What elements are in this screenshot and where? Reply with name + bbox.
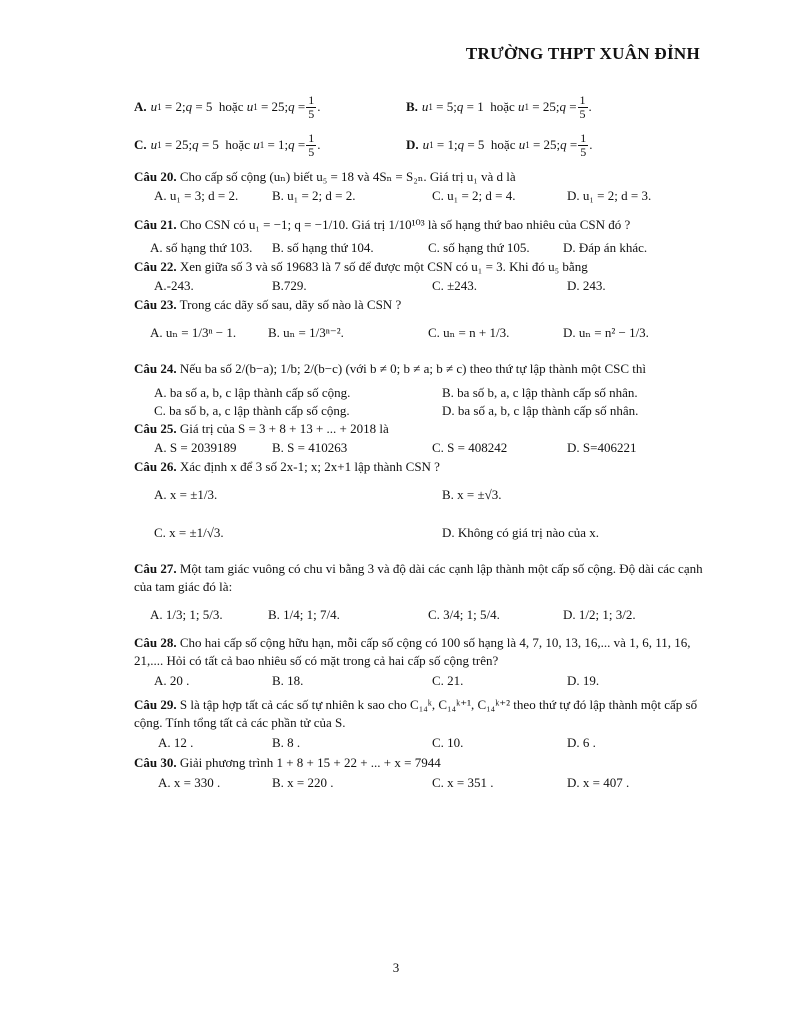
question-28: Câu 28. Cho hai cấp số cộng hữu hạn, mỗi cấp số cộng có 100 số hạng là 4, 7, 10, 13, 16,... và 1, 6, 11, 16, 21,.... Hỏi có tất cả bao nhiêu số có mặt trong cả hai cấp số cộng trên? bbox=[134, 635, 691, 668]
q22-option-c: C. ±243. bbox=[432, 278, 478, 293]
q28-option-d: D. 19. bbox=[567, 673, 600, 688]
q19-option-d: D. u 1 = 1; q = 5 hoặc u 1 = 25; q = $\frac{1}{5}$ . bbox=[406, 130, 593, 159]
q22-option-b: B.729. bbox=[272, 278, 307, 293]
q21-option-a: A. số hạng thứ 103. bbox=[150, 240, 253, 255]
q23-option-b: B. uₙ = 1/3ⁿ⁻². bbox=[268, 325, 344, 340]
q26-option-d: D. Không có giá trị nào của x. bbox=[442, 525, 600, 540]
q26-options-row-2 bbox=[134, 514, 710, 552]
q30-options bbox=[134, 772, 710, 794]
q25-option-d: D. S=406221 bbox=[567, 440, 637, 455]
question-29: Câu 29. S là tập hợp tất cả các số tự nhiên k sao cho C₁₄ᵏ, C₁₄ᵏ⁺¹, C₁₄ᵏ⁺² theo thứ tự đó lập thành một cấp số cộng. Tính tổng tất cả các phần tử của S. bbox=[134, 697, 698, 730]
q26-option-b: B. x = ±√3. bbox=[442, 487, 502, 502]
q29-option-d: D. 6 . bbox=[567, 735, 596, 750]
page-number: 3 bbox=[392, 960, 400, 975]
q23-options bbox=[134, 314, 710, 352]
q27-option-d: D. 1/2; 1; 3/2. bbox=[563, 607, 636, 622]
question-27: Câu 27. Một tam giác vuông có chu vi bằng 3 và độ dài các cạnh lập thành một cấp số cộng. Độ dài các cạnh của tam giác đó là: bbox=[134, 561, 703, 594]
q19-option-c: C. u 1 = 25; q = 5 hoặc u 1 = 1; q = $\frac{1}{5}$ . bbox=[134, 130, 321, 159]
q28-options bbox=[134, 670, 710, 692]
q21-option-c: C. số hạng thứ 105. bbox=[428, 240, 530, 255]
fraction: $\frac{1}{5}$ bbox=[308, 130, 315, 159]
q24-option-c: C. ba số b, a, c lập thành cấp số cộng. bbox=[154, 403, 350, 418]
question-26: Câu 26. Xác định x để 3 số 2x-1; x; 2x+1 lập thành CSN ? bbox=[134, 459, 440, 474]
question-23: Câu 23. Trong các dãy số sau, dãy số nào là CSN ? bbox=[134, 297, 402, 312]
q22-option-d: D. 243. bbox=[567, 278, 606, 293]
q20-options bbox=[134, 186, 710, 206]
question-24: Câu 24. Nếu ba số 2/(b−a); 1/b; 2/(b−c) (với b ≠ 0; b ≠ a; b ≠ c) theo thứ tự lập thành một CSC thì bbox=[134, 361, 646, 376]
q23-option-a: A. uₙ = 1/3ⁿ − 1. bbox=[150, 325, 237, 340]
q26-options-row-1 bbox=[134, 476, 710, 514]
q19-options-row-1 bbox=[134, 88, 710, 126]
q28-option-b: B. 18. bbox=[272, 673, 304, 688]
q21-option-b: B. số hạng thứ 104. bbox=[272, 240, 374, 255]
q30-option-b: B. x = 220 . bbox=[272, 775, 334, 790]
q29-option-a: A. 12 . bbox=[158, 735, 194, 750]
q30-option-d: D. x = 407 . bbox=[567, 775, 630, 790]
q22-options bbox=[134, 276, 710, 296]
q20-option-c: C. u₁ = 2; d = 4. bbox=[432, 188, 516, 203]
q21-options bbox=[134, 238, 710, 258]
q25-options bbox=[134, 438, 710, 458]
q28-option-a: A. 20 . bbox=[154, 673, 190, 688]
q20-option-d: D. u₁ = 2; d = 3. bbox=[567, 188, 652, 203]
question-22: Câu 22. Xen giữa số 3 và số 19683 là 7 số để được một CSN có u₁ = 3. Khi đó u₅ bằng bbox=[134, 259, 588, 274]
q24-option-b: B. ba số b, a, c lập thành cấp số nhân. bbox=[442, 385, 638, 400]
q25-option-a: A. S = 2039189 bbox=[154, 440, 237, 455]
q30-option-c: C. x = 351 . bbox=[432, 775, 494, 790]
question-20: Câu 20. Cho cấp số cộng (uₙ) biết u₅ = 18 và 4Sₙ = S₂ₙ. Giá trị u₁ và d là bbox=[134, 169, 516, 184]
q20-option-a: A. u₁ = 3; d = 2. bbox=[154, 188, 239, 203]
q26-option-c: C. x = ±1/√3. bbox=[154, 525, 224, 540]
q20-option-b: B. u₁ = 2; d = 2. bbox=[272, 188, 356, 203]
q24-option-a: A. ba số a, b, c lập thành cấp số cộng. bbox=[154, 385, 351, 400]
q21-option-d: D. Đáp án khác. bbox=[563, 240, 648, 255]
q19-option-a: A. u 1 = 2; q = 5 hoặc u 1 = 25; q = $\frac{1}{5}$ . bbox=[134, 92, 321, 121]
fraction: $\frac{1}{5}$ bbox=[580, 130, 587, 159]
q26-option-a: A. x = ±1/3. bbox=[154, 487, 218, 502]
q25-option-c: C. S = 408242 bbox=[432, 440, 508, 455]
question-25: Câu 25. Giá trị của S = 3 + 8 + 13 + ... + 2018 là bbox=[134, 421, 389, 436]
fraction: $\frac{1}{5}$ bbox=[308, 92, 315, 121]
q24-option-d: D. ba số a, b, c lập thành cấp số nhân. bbox=[442, 403, 639, 418]
q29-option-c: C. 10. bbox=[432, 735, 464, 750]
question-30: Câu 30. Giải phương trình 1 + 8 + 15 + 22 + ... + x = 7944 bbox=[134, 755, 441, 770]
school-header: TRƯỜNG THPT XUÂN ĐỈNH bbox=[465, 44, 700, 63]
q28-option-c: C. 21. bbox=[432, 673, 464, 688]
q29-option-b: B. 8 . bbox=[272, 735, 301, 750]
question-sheet bbox=[134, 88, 710, 794]
q25-option-b: B. S = 410263 bbox=[272, 440, 348, 455]
q23-option-c: C. uₙ = n + 1/3. bbox=[428, 325, 510, 340]
fraction: $\frac{1}{5}$ bbox=[579, 92, 586, 121]
q27-option-c: C. 3/4; 1; 5/4. bbox=[428, 607, 500, 622]
q27-option-b: B. 1/4; 1; 7/4. bbox=[268, 607, 340, 622]
q19-option-b: B. u 1 = 5; q = 1 hoặc u 1 = 25; q = $\frac{1}{5}$ . bbox=[406, 92, 592, 121]
question-21: Câu 21. Cho CSN có u₁ = −1; q = −1/10. Giá trị 1/10¹⁰³ là số hạng thứ bao nhiêu của CSN đó ? bbox=[134, 217, 631, 232]
q29-options bbox=[134, 732, 710, 754]
q24-options-row-1 bbox=[134, 384, 710, 402]
q30-option-a: A. x = 330 . bbox=[158, 775, 221, 790]
q22-option-a: A.-243. bbox=[154, 278, 194, 293]
q23-option-d: D. uₙ = n² − 1/3. bbox=[563, 325, 649, 340]
q27-option-a: A. 1/3; 1; 5/3. bbox=[150, 607, 223, 622]
q19-options-row-2 bbox=[134, 126, 710, 164]
q27-options bbox=[134, 596, 710, 634]
q24-options-row-2 bbox=[134, 402, 710, 420]
